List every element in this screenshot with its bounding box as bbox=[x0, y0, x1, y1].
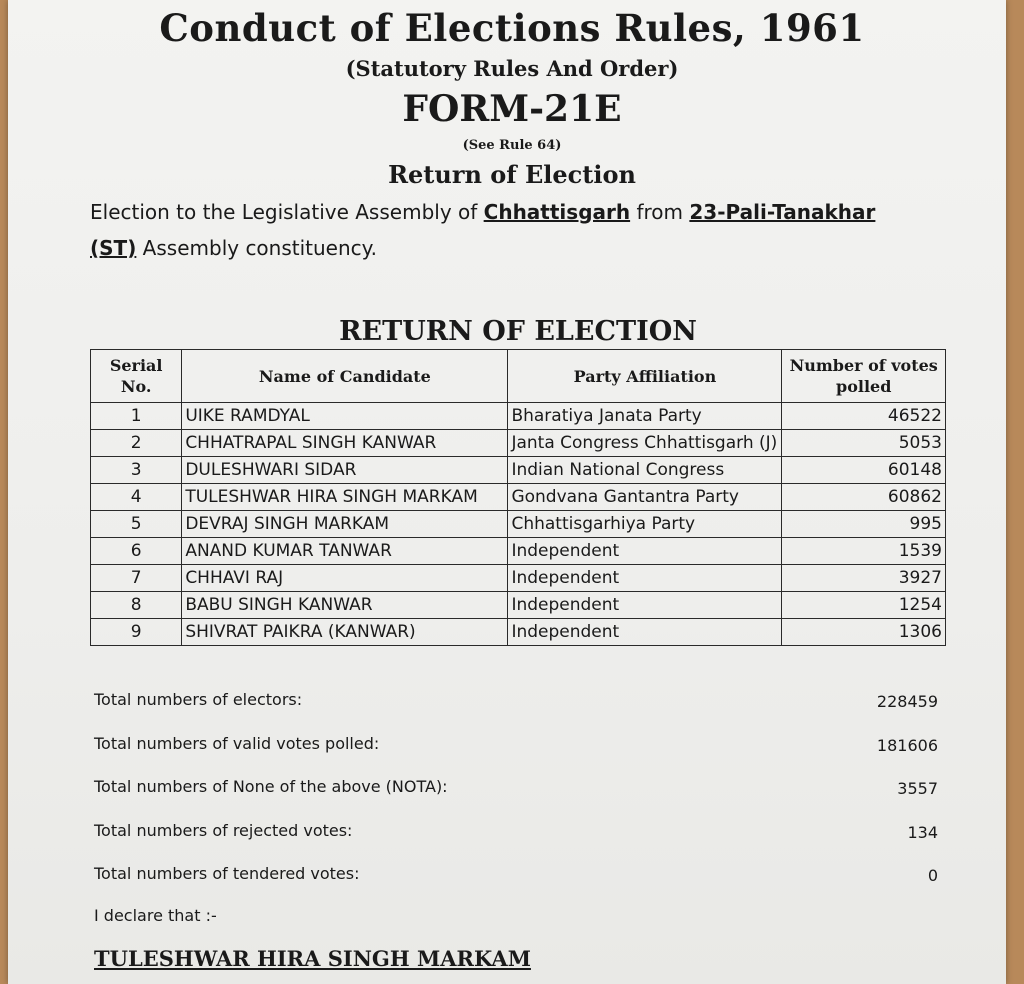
intro-middle: from bbox=[630, 200, 690, 224]
party-cell: Independent bbox=[508, 538, 782, 565]
total-value: 134 bbox=[907, 822, 938, 842]
header-candidate: Name of Candidate bbox=[182, 350, 508, 403]
candidate-cell: SHIVRAT PAIKRA (KANWAR) bbox=[182, 619, 508, 646]
votes-cell: 1306 bbox=[782, 619, 946, 646]
serial-cell: 8 bbox=[91, 592, 182, 619]
party-cell: Indian National Congress bbox=[508, 457, 782, 484]
constituency-name: 23-Pali-Tanakhar bbox=[689, 200, 876, 224]
table-row bbox=[91, 565, 946, 592]
total-value: 228459 bbox=[876, 692, 938, 711]
total-tendered-row bbox=[94, 860, 944, 904]
total-label: Total numbers of None of the above (NOTA): bbox=[94, 777, 448, 796]
document-subtitle: (Statutory Rules And Order) bbox=[345, 56, 679, 81]
document-title: Conduct of Elections Rules, 1961 bbox=[159, 6, 865, 50]
serial-cell: 4 bbox=[91, 484, 182, 511]
table-header-row bbox=[91, 350, 946, 403]
votes-cell: 5053 bbox=[782, 430, 946, 457]
table-row bbox=[91, 457, 946, 484]
total-label: Total numbers of tendered votes: bbox=[94, 864, 360, 883]
total-nota-row bbox=[94, 773, 944, 817]
header-party: Party Affiliation bbox=[508, 350, 782, 403]
serial-cell: 6 bbox=[91, 538, 182, 565]
party-cell: Bharatiya Janata Party bbox=[508, 403, 782, 430]
table-row bbox=[91, 511, 946, 538]
candidate-cell: DULESHWARI SIDAR bbox=[182, 457, 508, 484]
table-row bbox=[91, 484, 946, 511]
votes-cell: 1539 bbox=[782, 538, 946, 565]
header-votes: Number of votes polled bbox=[782, 350, 946, 403]
total-label: Total numbers of rejected votes: bbox=[94, 820, 353, 840]
intro-suffix: Assembly constituency. bbox=[136, 236, 378, 260]
rule-reference: (See Rule 64) bbox=[462, 138, 562, 153]
serial-cell: 7 bbox=[91, 565, 182, 592]
candidate-cell: DEVRAJ SINGH MARKAM bbox=[182, 511, 508, 538]
serial-cell: 3 bbox=[91, 457, 182, 484]
election-description bbox=[90, 194, 930, 266]
table-row bbox=[91, 403, 946, 430]
total-value: 3557 bbox=[897, 779, 938, 798]
form-number: FORM-21E bbox=[402, 88, 622, 130]
constituency-category: (ST) bbox=[90, 236, 137, 260]
state-name: Chhattisgarh bbox=[483, 200, 631, 224]
results-table bbox=[90, 349, 946, 646]
candidate-cell: ANAND KUMAR TANWAR bbox=[182, 538, 508, 565]
votes-cell: 995 bbox=[782, 511, 946, 538]
serial-cell: 1 bbox=[91, 403, 182, 430]
votes-cell: 60148 bbox=[782, 457, 946, 484]
declared-winner: TULESHWAR HIRA SINGH MARKAM bbox=[94, 946, 531, 971]
total-label: Total numbers of valid votes polled: bbox=[94, 733, 380, 753]
total-label: Total numbers of electors: bbox=[94, 690, 303, 709]
table-row bbox=[91, 538, 946, 565]
candidate-cell: UIKE RAMDYAL bbox=[182, 403, 508, 430]
party-cell: Chhattisgarhiya Party bbox=[508, 511, 782, 538]
serial-cell: 9 bbox=[91, 619, 182, 646]
votes-cell: 46522 bbox=[782, 403, 946, 430]
party-cell: Independent bbox=[508, 592, 782, 619]
table-title: RETURN OF ELECTION bbox=[339, 316, 697, 347]
return-heading: Return of Election bbox=[388, 160, 636, 189]
total-valid-votes-row bbox=[94, 730, 944, 774]
table-row bbox=[91, 430, 946, 457]
candidate-cell: TULESHWAR HIRA SINGH MARKAM bbox=[182, 484, 508, 511]
totals-section bbox=[94, 686, 944, 904]
candidate-cell: CHHATRAPAL SINGH KANWAR bbox=[182, 430, 508, 457]
votes-cell: 60862 bbox=[782, 484, 946, 511]
serial-cell: 2 bbox=[91, 430, 182, 457]
header-serial: Serial No. bbox=[91, 350, 182, 403]
serial-cell: 5 bbox=[91, 511, 182, 538]
total-electors-row bbox=[94, 686, 944, 730]
votes-cell: 3927 bbox=[782, 565, 946, 592]
total-rejected-row bbox=[94, 817, 944, 861]
candidate-cell: CHHAVI RAJ bbox=[182, 565, 508, 592]
party-cell: Independent bbox=[508, 619, 782, 646]
table-row bbox=[91, 619, 946, 646]
total-value: 181606 bbox=[876, 735, 938, 755]
votes-cell: 1254 bbox=[782, 592, 946, 619]
declaration-text: I declare that :- bbox=[94, 906, 217, 925]
party-cell: Gondvana Gantantra Party bbox=[508, 484, 782, 511]
candidate-cell: BABU SINGH KANWAR bbox=[182, 592, 508, 619]
intro-prefix: Election to the Legislative Assembly of bbox=[90, 200, 484, 224]
total-value: 0 bbox=[927, 866, 938, 885]
party-cell: Independent bbox=[508, 565, 782, 592]
table-row bbox=[91, 592, 946, 619]
party-cell: Janta Congress Chhattisgarh (J) bbox=[508, 430, 782, 457]
